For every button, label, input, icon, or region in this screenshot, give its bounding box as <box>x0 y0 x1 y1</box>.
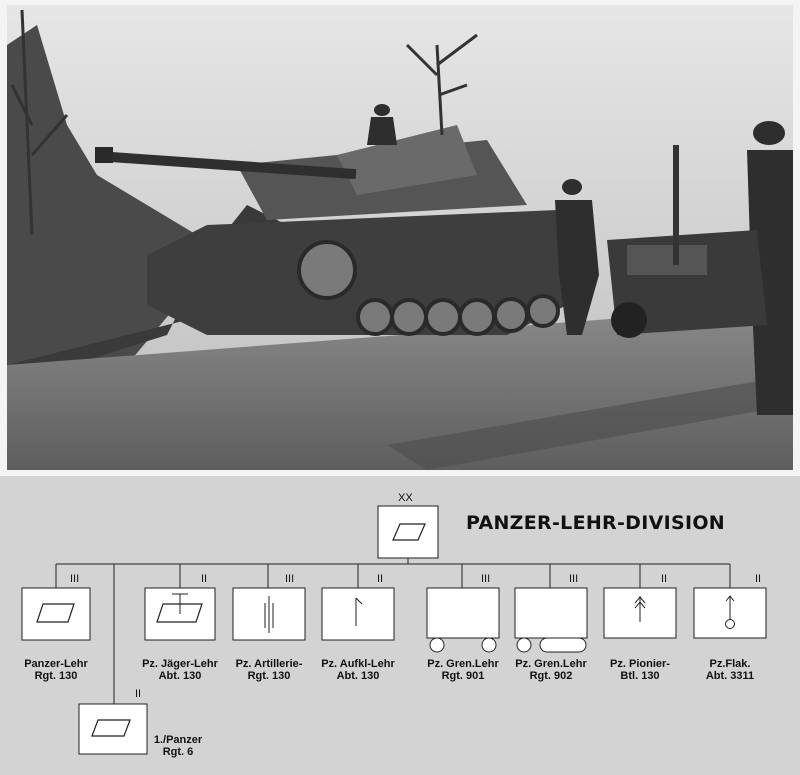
unit-label: Pz. Pionier- Btl. 130 <box>610 658 670 682</box>
division-title: PANZER-LEHR-DIVISION <box>466 512 725 534</box>
unit-label: Pz.Flak. Abt. 3311 <box>705 658 755 682</box>
unit-echelon: II <box>377 573 384 585</box>
gren-rgt-902-symbol <box>515 588 587 652</box>
aufkl-abt-symbol <box>322 588 394 640</box>
unit-echelon: II <box>755 573 762 585</box>
hq-echelon: XX <box>398 492 413 504</box>
org-chart <box>0 476 800 775</box>
unit-label: Pz. Aufkl-Lehr Abt. 130 <box>321 658 395 682</box>
unit-echelon: III <box>285 573 295 585</box>
unit-echelon: III <box>70 573 80 585</box>
tank-photograph <box>7 5 793 470</box>
jaeger-abt-symbol <box>145 588 215 640</box>
unit-echelon: II <box>661 573 668 585</box>
hq-symbol <box>378 506 438 558</box>
flak-abt-symbol <box>694 588 766 638</box>
gren-rgt-901-symbol <box>427 588 499 652</box>
unit-echelon: III <box>481 573 491 585</box>
unit-label: Pz. Jäger-Lehr Abt. 130 <box>142 658 218 682</box>
panzer-lehr-rgt-symbol <box>22 588 90 640</box>
attached-label: 1./Panzer Rgt. 6 <box>153 734 203 758</box>
unit-echelon: III <box>569 573 579 585</box>
unit-echelon: II <box>201 573 208 585</box>
unit-label: Panzer-Lehr Rgt. 130 <box>24 658 88 682</box>
attached-echelon: II <box>135 688 142 700</box>
unit-label: Pz. Gren.Lehr Rgt. 902 <box>515 658 587 682</box>
unit-label: Pz. Artillerie- Rgt. 130 <box>235 658 303 682</box>
artillery-rgt-symbol <box>233 588 305 640</box>
unit-label: Pz. Gren.Lehr Rgt. 901 <box>427 658 499 682</box>
pionier-btl-symbol <box>604 588 676 638</box>
attached-panzer-symbol <box>79 704 147 754</box>
